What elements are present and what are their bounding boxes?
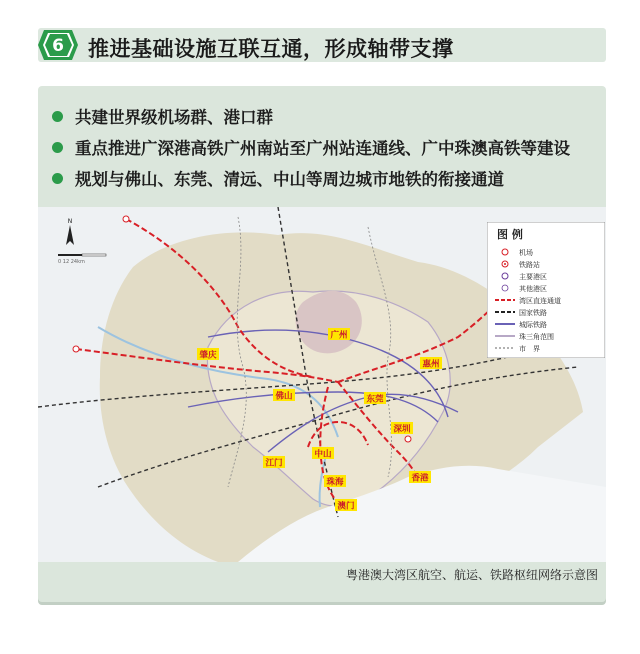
svg-text:深圳: 深圳 xyxy=(393,424,411,435)
airport-icon xyxy=(73,346,79,352)
city-label-foshan xyxy=(273,389,295,402)
svg-text:肇庆: 肇庆 xyxy=(199,350,217,361)
legend-title: 图 例 xyxy=(497,228,523,241)
map-legend xyxy=(487,222,605,358)
bullet-text: 重点推进广深港高铁广州南站至广州站连通线、广中珠澳高铁等建设 xyxy=(75,139,570,158)
bullet-dot-icon xyxy=(52,142,63,153)
city-label-huizhou xyxy=(420,357,442,370)
svg-text:珠三角范围: 珠三角范围 xyxy=(519,333,554,341)
city-label-shenzhen xyxy=(391,422,413,435)
svg-text:珠海: 珠海 xyxy=(326,477,344,488)
city-label-zhongshan xyxy=(312,447,334,460)
city-label-guangzhou xyxy=(328,328,350,341)
bullet-item xyxy=(52,135,570,159)
svg-text:香港: 香港 xyxy=(411,473,429,484)
svg-text:佛山: 佛山 xyxy=(275,391,293,402)
svg-text:铁路站: 铁路站 xyxy=(519,261,540,269)
bullet-item xyxy=(52,104,273,128)
city-label-zhaoqing xyxy=(197,348,219,361)
airport-icon xyxy=(502,249,508,255)
scale-text: 0 12 24km xyxy=(58,259,85,265)
svg-text:国家铁路: 国家铁路 xyxy=(519,309,547,317)
svg-text:湾区直连通道: 湾区直连通道 xyxy=(519,297,561,305)
bullet-dot-icon xyxy=(52,173,63,184)
city-label-jiangmen xyxy=(263,456,285,469)
main-port-icon xyxy=(502,273,508,279)
svg-text:机场: 机场 xyxy=(519,249,533,257)
svg-text:澳门: 澳门 xyxy=(337,501,355,512)
city-label-dongguan xyxy=(364,392,386,405)
svg-text:东莞: 东莞 xyxy=(366,394,384,405)
svg-text:市 界: 市 界 xyxy=(519,345,540,353)
airport-icon xyxy=(123,216,129,222)
section-number-badge xyxy=(38,30,78,60)
scale-bar xyxy=(58,254,106,265)
other-port-icon xyxy=(502,285,508,291)
page-title: 推进基础设施互联互通，形成轴带支撑 xyxy=(88,37,454,61)
airport-icon xyxy=(405,436,411,442)
svg-text:其他港区: 其他港区 xyxy=(519,285,547,293)
city-label-zhuhai xyxy=(324,475,346,488)
svg-text:中山: 中山 xyxy=(314,449,332,460)
svg-text:主要港区: 主要港区 xyxy=(519,273,547,281)
map-caption: 粤港澳大湾区航空、航运、铁路枢纽网络示意图 xyxy=(345,568,598,582)
bullet-item xyxy=(52,166,504,190)
city-label-hongkong xyxy=(409,471,431,484)
north-label: N xyxy=(67,218,73,225)
city-label-macau xyxy=(335,499,357,512)
north-arrow-icon xyxy=(66,218,74,245)
bullet-text: 规划与佛山、东莞、清远、中山等周边城市地铁的衔接通道 xyxy=(75,170,504,189)
svg-text:广州: 广州 xyxy=(330,330,348,341)
svg-text:城际铁路: 城际铁路 xyxy=(519,321,547,329)
section-number: 6 xyxy=(52,36,64,56)
svg-text:江门: 江门 xyxy=(265,458,283,469)
bullet-dot-icon xyxy=(52,111,63,122)
bullet-text: 共建世界级机场群、港口群 xyxy=(75,108,273,127)
svg-text:惠州: 惠州 xyxy=(422,359,440,370)
